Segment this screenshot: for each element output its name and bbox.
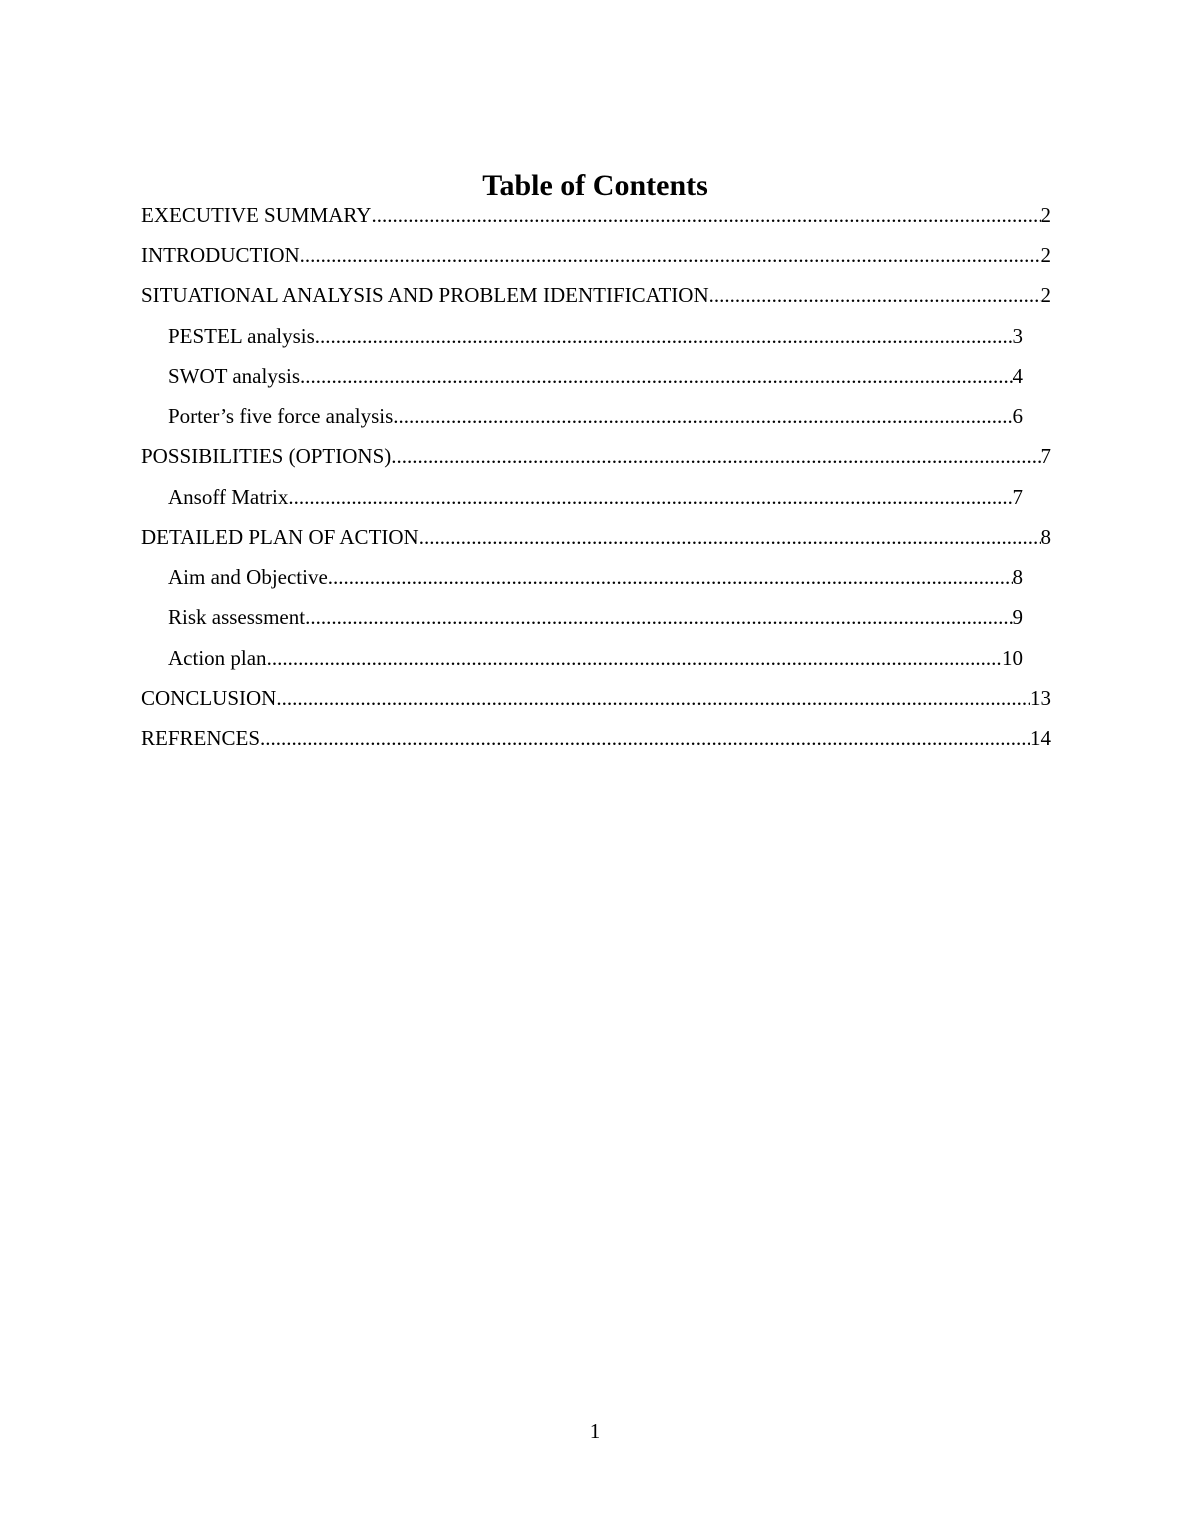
toc-entry-label: CONCLUSION: [141, 686, 277, 710]
toc-dot-leader: [276, 683, 1030, 713]
toc-entry-aim-and-objective[interactable]: [168, 562, 1023, 592]
toc-entry-conclusion[interactable]: [141, 683, 1051, 713]
toc-dot-leader: [393, 401, 1012, 431]
toc-entry-ansoff-matrix[interactable]: [168, 482, 1023, 512]
toc-entry-label: PESTEL analysis: [168, 324, 315, 348]
toc-entry-page: 2: [1040, 243, 1051, 267]
toc-dot-leader: [315, 321, 1013, 351]
toc-entry-action-plan[interactable]: [168, 643, 1023, 673]
toc-entry-label: POSSIBILITIES (OPTIONS): [141, 444, 392, 468]
toc-entry-references[interactable]: [141, 723, 1051, 753]
toc-entry-page: 2: [1040, 203, 1051, 227]
toc-title: Table of Contents: [482, 169, 708, 202]
toc-entry-label: DETAILED PLAN OF ACTION: [141, 525, 419, 549]
toc-dot-leader: [305, 602, 1012, 632]
toc-dot-leader: [709, 280, 1041, 310]
toc-dot-leader: [300, 361, 1012, 391]
toc-entry-label: EXECUTIVE SUMMARY: [141, 203, 372, 227]
toc-entry-label: Porter’s five force analysis: [168, 404, 394, 428]
toc-dot-leader: [328, 562, 1013, 592]
toc-entry-pestel-analysis[interactable]: [168, 321, 1023, 351]
toc-entry-label: Action plan: [168, 646, 267, 670]
toc-dot-leader: [300, 240, 1041, 270]
toc-entry-label: INTRODUCTION: [141, 243, 300, 267]
toc-entry-label: SITUATIONAL ANALYSIS AND PROBLEM IDENTIFICATION: [141, 283, 709, 307]
toc-entry-swot-analysis[interactable]: [168, 361, 1023, 391]
toc-dot-leader: [267, 643, 1002, 673]
page-number: 1: [589, 1419, 601, 1443]
toc-entry-possibilities[interactable]: [141, 441, 1051, 471]
toc-entry-page: 10: [1002, 646, 1023, 670]
toc-dot-leader: [391, 441, 1040, 471]
toc-entry-page: 3: [1012, 324, 1023, 348]
toc-entry-page: 2: [1040, 283, 1051, 307]
toc-entry-page: 4: [1012, 364, 1023, 388]
toc-entry-introduction[interactable]: [141, 240, 1051, 270]
toc-entry-label: Ansoff Matrix: [168, 485, 289, 509]
toc-entry-risk-assessment[interactable]: [168, 602, 1023, 632]
toc-entry-page: 14: [1030, 726, 1051, 750]
toc-entry-page: 8: [1012, 565, 1023, 589]
toc-entry-page: 7: [1012, 485, 1023, 509]
toc-dot-leader: [419, 522, 1041, 552]
toc-entry-label: REFRENCES: [141, 726, 261, 750]
toc-entry-situational-analysis[interactable]: [141, 280, 1051, 310]
toc-entry-page: 9: [1012, 605, 1023, 629]
toc-entry-page: 6: [1012, 404, 1023, 428]
toc-entry-page: 8: [1040, 525, 1051, 549]
toc-dot-leader: [288, 482, 1012, 512]
toc-entry-page: 13: [1030, 686, 1051, 710]
toc-entry-porters-five-force[interactable]: [168, 401, 1023, 431]
toc-entry-page: 7: [1040, 444, 1051, 468]
toc-entry-executive-summary[interactable]: [141, 200, 1051, 230]
toc-entry-detailed-plan[interactable]: [141, 522, 1051, 552]
toc-entry-label: Aim and Objective: [168, 565, 328, 589]
toc-entry-label: SWOT analysis: [168, 364, 301, 388]
toc-entry-label: Risk assessment: [168, 605, 306, 629]
toc-dot-leader: [371, 200, 1040, 230]
toc-dot-leader: [260, 723, 1030, 753]
